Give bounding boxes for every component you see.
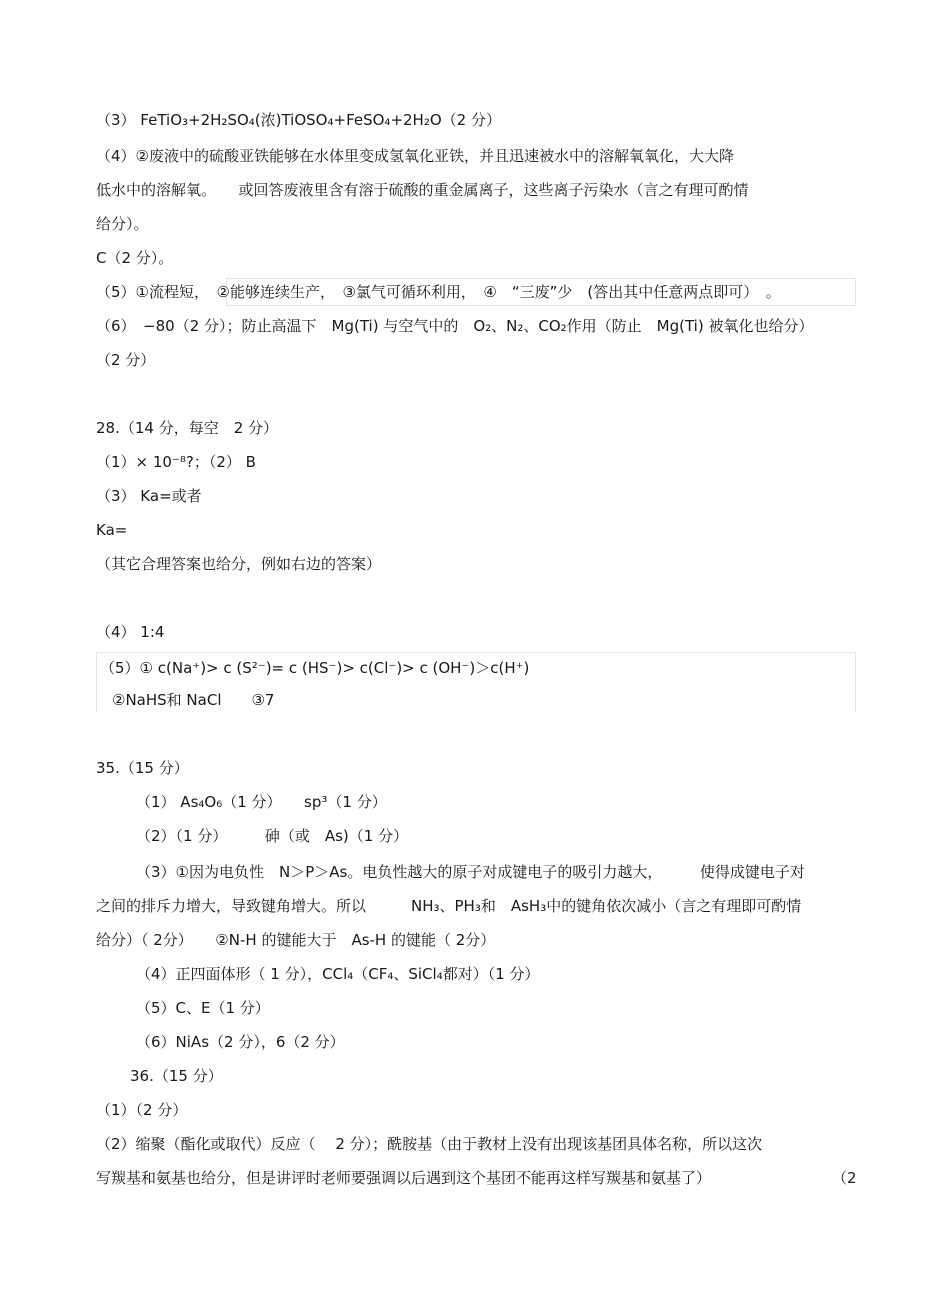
s35-part6: （6）NiAs（2 分），6（2 分） [136, 1033, 345, 1051]
s27-part4-answer: C（2 分）。 [96, 249, 174, 267]
s35-part3-line3: 给分）（ 2分） ②N-H 的键能大于 As-H 的键能（ 2分） [96, 931, 496, 949]
s36-part2-score-cont: （2 [832, 1169, 857, 1187]
s35-part3-line2: 之间的排斥力增大，导致键角增大。所以 NH₃、PH₃和 AsH₃中的键角依次减小（言之有理即可酌情 [96, 897, 802, 915]
s28-part5-line2: ②NaHS和 NaCl ③7 [112, 691, 275, 709]
s28-part5-line1: （5）① c(Na⁺)> c (S²⁻)= c (HS⁻)> c(Cl⁻)> c (OH⁻)＞c(H⁺) [100, 659, 530, 677]
s28-part3-ka: Ka= [96, 521, 128, 539]
s27-part4-line3: 给分）。 [96, 215, 149, 233]
s35-part4: （4）正四面体形（ 1 分），CCl₄（CF₄、SiCl₄都对）（1 分） [136, 965, 540, 983]
s35-part2: （2）（1 分） 砷（或 As)（1 分） [136, 827, 409, 845]
s35-part1: （1） As₄O₆（1 分） sp³（1 分） [136, 793, 387, 811]
s36-part2-line2: 写羰基和氨基也给分，但是讲评时老师要强调以后遇到这个基团不能再这样写羰基和氨基了） [96, 1169, 712, 1187]
s28-part3-note: （其它合理答案也给分，例如右边的答案） [96, 555, 382, 573]
s36-heading: 36.（15 分） [130, 1067, 223, 1085]
s36-part2-line1: （2）缩聚（酯化或取代）反应（ 2 分）；酰胺基（由于教材上没有出现该基团具体名称，所以这次 [96, 1135, 763, 1153]
s35-part3-line1: （3）①因为电负性 N＞P＞As。电负性越大的原子对成键电子的吸引力越大， 使得成键电子对 [136, 863, 805, 881]
s27-part5: （5）①流程短， ②能够连续生产， ③氯气可循环利用， ④ “三废”少 (答出其中任意两点即可） 。 [96, 283, 781, 301]
s28-part1-2: （1）× 10⁻⁸?；（2） B [96, 453, 256, 471]
s27-part6-line2: （2 分） [96, 351, 156, 369]
s28-part4: （4） 1:4 [96, 623, 165, 641]
s27-part3: （3） FeTiO₃+2H₂SO₄(浓)TiOSO₄+FeSO₄+2H₂O（2 分） [96, 111, 501, 129]
s27-part4-line1: （4）②废液中的硫酸亚铁能够在水体里变成氢氧化亚铁，并且迅速被水中的溶解氧氧化，大大降 [96, 147, 734, 165]
s28-heading: 28.（14 分，每空 2 分） [96, 419, 279, 437]
s36-part1: （1）（2 分） [96, 1101, 188, 1119]
s27-part4-line2: 低水中的溶解氧。 或回答废液里含有溶于硫酸的重金属离子，这些离子污染水（言之有理可酌情 [96, 181, 749, 199]
s35-heading: 35.（15 分） [96, 759, 189, 777]
s27-part6-line1: （6） −80（2 分）；防止高温下 Mg(Ti) 与空气中的 O₂、N₂、CO₂作用（防止 Mg(Ti) 被氧化也给分） [96, 317, 814, 335]
s28-part3: （3） Ka=或者 [96, 487, 202, 505]
s35-part5: （5）C、E（1 分） [136, 999, 270, 1017]
